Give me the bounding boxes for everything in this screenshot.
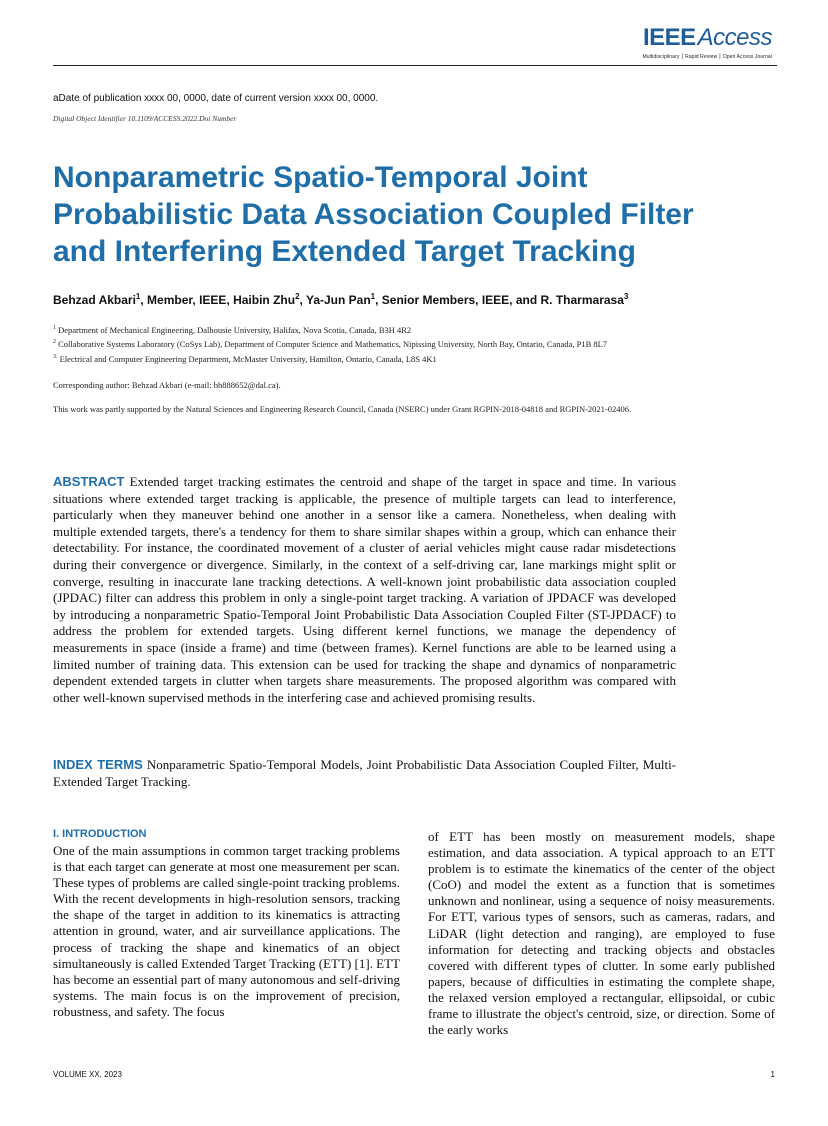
affiliation-1 [53, 322, 673, 336]
affiliation-sup: 1 [53, 325, 56, 331]
abstract-body: Extended target tracking estimates the centroid and shape of the target in space and time. In various situations where extended target tracking is applicable, the presence of multiple targets can lead to interference, particularly when they maneuver behind one another in a sensor like a camera. Nonetheless, when dealing with multiple extended targets, there's a tendency for them to share similar shapes within a group, which can enhance their detectability. For instance, the coordinated movement of a cluster of aerial vehicles might cause radar misdetections during their convergence or divergence. Similarly, in the context of a self-driving car, lane markings might split or converge, resulting in inaccurate lane tracking detections. A well-known joint probabilistic data association coupled (JPDAC) filter can address this problem in only a single-point target tracking. A variation of JPDACF was developed by introducing a nonparametric Spatio-Temporal Joint Probabilistic Data Association Coupled Filter (ST-JPDACF) to address the problem for extended targets. Using different kernel functions, we manage the dependency of measurements in space (inside a frame) and time (between frames). Kernel functions are able to be learned using a limited number of training data. This extension can be used for tracking the shape and dynamics of nonparametric dependent extended targets in clutter when targets share measurements. The proposed algorithm was compared with other well-known supervised methods in the interfering case and achieved promising results. [53, 474, 676, 705]
header-rule [53, 65, 777, 66]
affiliation-sup: 3. [53, 353, 58, 360]
abstract-heading: ABSTRACT [53, 474, 125, 489]
author-list [53, 289, 693, 308]
footer-page-number: 1 [770, 1070, 775, 1079]
index-terms [53, 757, 676, 790]
title-line-3: and Interfering Extended Target Tracking [53, 235, 636, 268]
author-sup: 1 [135, 292, 141, 301]
author-name: , Senior Members, IEEE, and R. Tharmarasa [375, 293, 624, 307]
affiliations [53, 322, 673, 365]
journal-logo [642, 26, 772, 60]
affiliation-3 [53, 351, 673, 365]
publication-date: aDate of publication xxxx 00, 0000, date of current version xxxx 00, 0000. [53, 93, 379, 104]
section-heading: I. INTRODUCTION [53, 828, 147, 840]
index-terms-heading: INDEX TERMS [53, 757, 143, 772]
affiliation-sup: 2 [53, 339, 56, 346]
logo-access-text: Access [697, 24, 772, 51]
author-name: Behzad Akbari [53, 293, 136, 307]
right-column [428, 829, 775, 1038]
affiliation-text: Department of Mechanical Engineering, Dalhousie University, Halifax, Nova Scotia, Canada, B3H 4R2 [56, 324, 412, 335]
affiliation-text: Collaborative Systems Laboratory (CoSys Lab), Department of Computer Science and Mathematics, Nipissing University, North Bay, Ontario, Canada, P1B 8L7 [56, 339, 608, 350]
author-name: , Ya-Jun Pan [299, 293, 371, 307]
logo-ieee-text: IEEE [642, 24, 696, 51]
intro-right-text: of ETT has been mostly on measurement models, shape estimation, and data association. A typical approach to an ETT problem is to estimate the kinematics of the center of the object (CoO) and model the extent as a function that is sometimes unknown and nonlinear, using a sequence of noisy measurements. For ETT, various types of sensors, such as cameras, radars, and LiDAR (light detection and ranging), are employed to fuse information for detecting and tracking objects and obstacles covered with different types of clutter. In some early published papers, because of difficulties in estimating the complete shape, the relaxed version employed a rectangular, ellipsoidal, or cubic frame to illustrate the object's centroid, size, or direction. Some of the early works [428, 829, 775, 1038]
author-sup: 1 [370, 292, 376, 301]
abstract [53, 474, 676, 706]
left-column [53, 827, 400, 1020]
title-line-1: Nonparametric Spatio-Temporal Joint [53, 161, 588, 194]
paper-title [53, 159, 773, 270]
author-sup: 2 [295, 292, 300, 301]
doi-line: Digital Object Identifier 10.1109/ACCESS.2022.Doi Number [53, 114, 237, 123]
affiliation-text: Electrical and Computer Engineering Department, McMaster University, Hamilton, Ontario, Canada, L8S 4K1 [57, 353, 437, 364]
corresponding-author: Corresponding author: Behzad Akbari (e-mail: bh888652@dal.ca). [53, 380, 281, 390]
index-terms-body: Nonparametric Spatio-Temporal Models, Joint Probabilistic Data Association Coupled Filter, Multi-Extended Target Tracking. [53, 757, 677, 789]
funding-note: This work was partly supported by the Natural Sciences and Engineering Research Council, Canada (NSERC) under Grant RGPIN-2018-04818 and RGPIN-2021-02406. [53, 404, 632, 414]
logo-tagline: Multidisciplinary ⎮ Rapid Review ⎮ Open Access Journal [642, 54, 772, 60]
title-line-2: Probabilistic Data Association Coupled Filter [53, 198, 694, 231]
affiliation-2 [53, 336, 673, 350]
author-sup: 3 [623, 292, 629, 301]
intro-left-text: One of the main assumptions in common target tracking problems is that each target can generate at most one measurement per scan. These types of problems are called single-point tracking problems. With the recent developments in high-resolution sensors, tracking the shape of the target in addition to its kinematics is attracting attention in ground, water, and air surveillance applications. The process of tracking the shape and kinematics of an object simultaneously is called Extended Target Tracking (ETT) [1]. ETT has become an essential part of many autonomous and self-driving systems. The main focus is on the improvement of precision, robustness, and safety. The focus [53, 843, 401, 1019]
footer-volume: VOLUME XX, 2023 [53, 1070, 122, 1079]
author-name: , Member, IEEE, Haibin Zhu [140, 293, 296, 307]
